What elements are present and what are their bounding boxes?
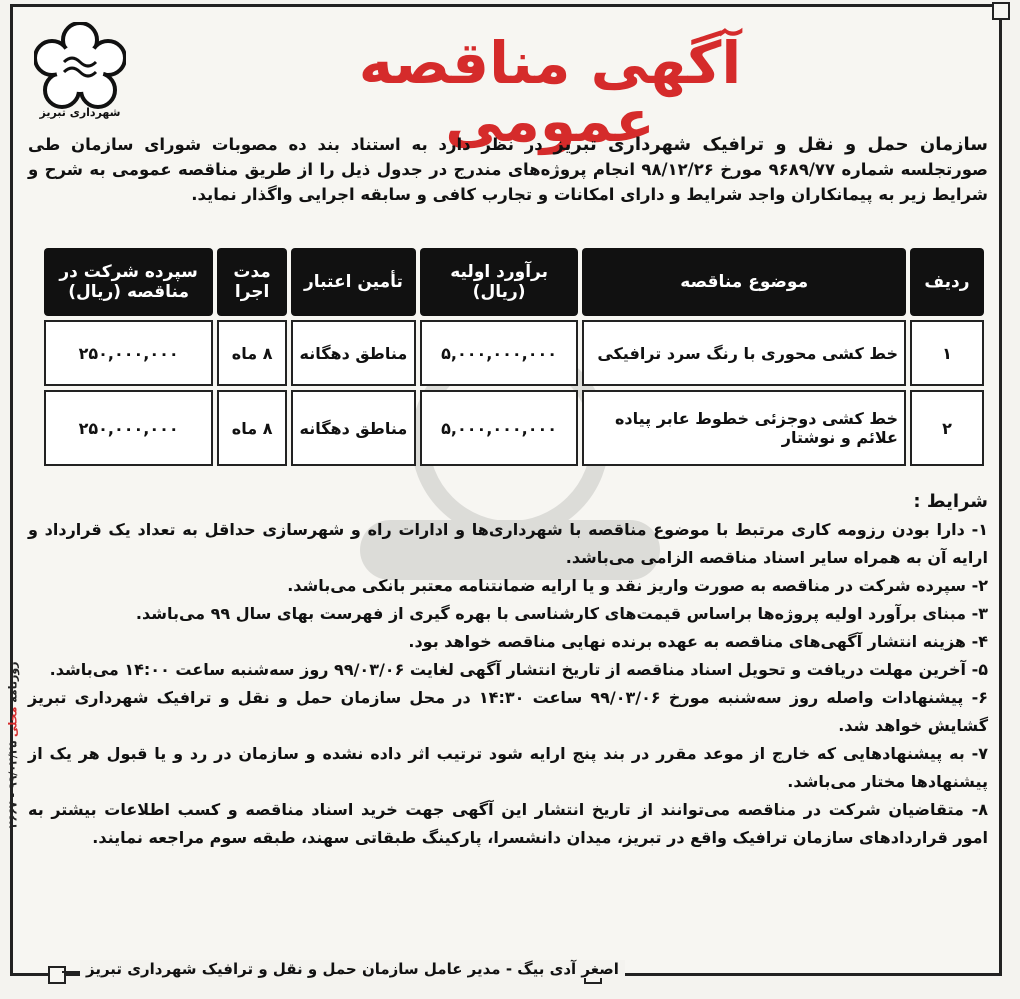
intro-paragraph xyxy=(28,132,988,207)
conditions-section xyxy=(28,488,988,852)
newspaper-label: روزنامه xyxy=(6,661,20,703)
conditions-heading: شرایط : xyxy=(913,491,988,512)
cell-funding: مناطق دهگانه xyxy=(291,390,416,466)
intro-text: در نظر دارد به استناد بند ده مصوبات شورای سازمان طی صورتجلسه شماره ۹۶۸۹/۷۷ مورخ ۹۸/۱۲/۲۶ انجام پروژه‌های مندرج در جدول ذیل را از طریق مناقصه عمومی به شرح و شرایط زیر به پیمانکاران واجد شرایط و دارای امکانات و تجارب کافی و سابقه اجرایی واگذار نماید. xyxy=(28,135,988,204)
cell-funding: مناطق دهگانه xyxy=(291,320,416,386)
condition-item: ۴- هزینه انتشار آگهی‌های مناقصه به عهده برنده نهایی مناقصه خواهد بود. xyxy=(408,632,988,651)
cell-row-number: ۱ xyxy=(910,320,984,386)
table-header-row xyxy=(44,248,984,316)
publication-info xyxy=(6,661,20,829)
condition-item: ۷- به پیشنهادهایی که خارج از موعد مقرر در بند پنج ارایه شود ترتیب اثر داده نشده و سازمان در رد و یا قبول هر یک از پیشنهادها مختار می‌باشد. xyxy=(28,744,988,791)
tender-table xyxy=(40,244,988,470)
col-initial-estimate: برآورد اولیه (ریال) xyxy=(420,248,579,316)
signature-line: اصغر آدی بیگ - مدیر عامل سازمان حمل و نقل و ترافیک شهرداری تبریز xyxy=(80,960,625,978)
condition-item: ۶- پیشنهادات واصله روز سه‌شنبه مورخ ۹۹/۰۳/۰۶ ساعت ۱۴:۳۰ در محل سازمان حمل و نقل و ترافیک شهرداری تبریز گشایش خواهد شد. xyxy=(28,688,989,735)
col-duration: مدت اجرا xyxy=(217,248,287,316)
col-row-number: ردیف xyxy=(910,248,984,316)
col-funding: تأمین اعتبار xyxy=(291,248,416,316)
cell-duration: ۸ ماه xyxy=(217,390,287,466)
condition-item: ۳- مبنای برآورد اولیه پروژه‌ها براساس قیمت‌های کارشناسی با بهره گیری از فهرست بهای سال ۹۹ می‌باشد. xyxy=(135,604,988,623)
cell-deposit: ۲۵۰,۰۰۰,۰۰۰ xyxy=(44,320,213,386)
organization-name: سازمان حمل و نقل و ترافیک شهرداری تبریز xyxy=(553,134,989,155)
condition-item: ۲- سپرده شرکت در مناقصه به صورت واریز نقد و یا ارایه ضمانتنامه معتبر بانکی می‌باشد. xyxy=(287,576,988,595)
condition-item: ۸- متقاضیان شرکت در مناقصه می‌توانند از تاریخ انتشار این آگهی جهت خرید اسناد مناقصه و کسب اطلاعات بیشتر به امور قراردادهای سازمان ترافیک واقع در تبریز، میدان دانشسرا، پارکینگ طبقاتی سهند، طبقه سوم مراجعه نمایند. xyxy=(28,800,988,847)
condition-item: ۱- دارا بودن رزومه کاری مرتبط با موضوع مناقصه با شهرداری‌ها و ادارات راه و شهرسازی حداقل به تعداد یک قرارداد و ارایه آن به همراه سایر اسناد مناقصه الزامی می‌باشد. xyxy=(28,520,988,567)
cell-row-number: ۲ xyxy=(910,390,984,466)
cell-subject: خط کشی محوری با رنگ سرد ترافیکی xyxy=(582,320,906,386)
cell-duration: ۸ ماه xyxy=(217,320,287,386)
footer xyxy=(40,960,970,984)
cell-deposit: ۲۵۰,۰۰۰,۰۰۰ xyxy=(44,390,213,466)
flower-logo-icon xyxy=(34,22,126,110)
cell-initial-estimate: ۵,۰۰۰,۰۰۰,۰۰۰ xyxy=(420,390,579,466)
col-subject: موضوع مناقصه xyxy=(582,248,906,316)
cell-initial-estimate: ۵,۰۰۰,۰۰۰,۰۰۰ xyxy=(420,320,579,386)
col-deposit: سپرده شرکت در مناقصه (ریال) xyxy=(44,248,213,316)
municipality-logo xyxy=(30,22,130,130)
page-title: آگهی مناقصه عمومی xyxy=(358,29,742,155)
cell-subject: خط کشی دوجزئی خطوط عابر پیاده علائم و نوشتار xyxy=(582,390,906,466)
condition-item: ۵- آخرین مهلت دریافت و تحویل اسناد مناقصه از تاریخ انتشار آگهی لغایت ۹۹/۰۳/۰۶ روز سه‌شنبه ساعت ۱۴:۰۰ می‌باشد. xyxy=(49,660,988,679)
corner-square xyxy=(992,2,1010,20)
newspaper-name: محلی xyxy=(6,706,20,737)
logo-caption: شهرداری تبریز xyxy=(39,106,121,119)
table-row xyxy=(44,320,984,386)
table-row xyxy=(44,390,984,466)
publication-meta: ۹۹/۰۲/۲۵ - ۲۶۶۷ xyxy=(6,740,20,829)
